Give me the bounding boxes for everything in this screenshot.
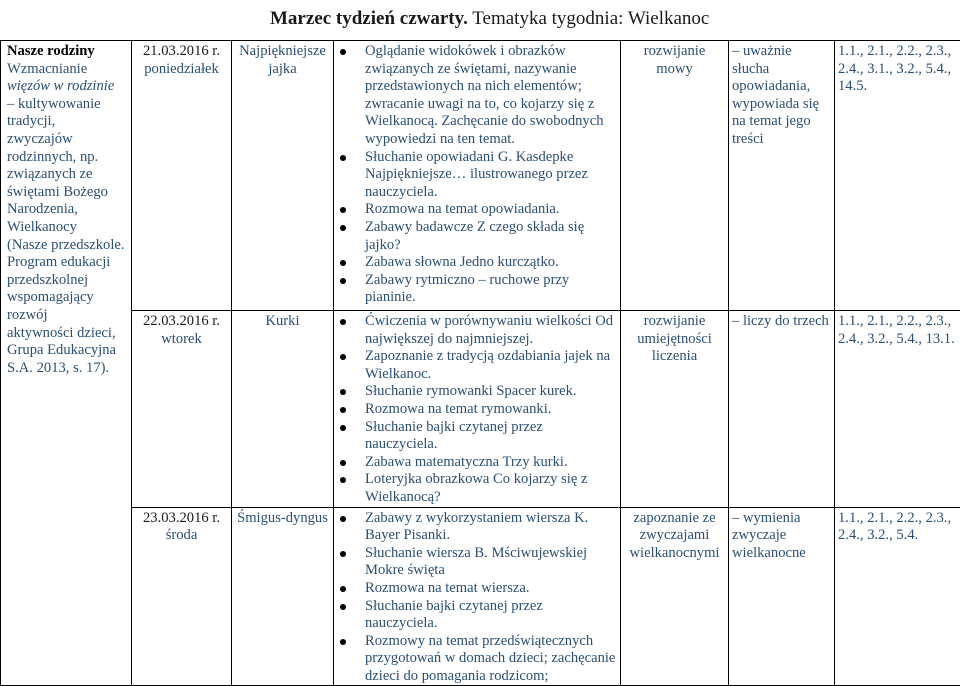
theme-line: wspomagający [7, 289, 128, 307]
activities-cell [334, 507, 621, 686]
activities-cell [334, 311, 621, 508]
table-row-day-1 [1, 41, 960, 311]
date-cell [132, 311, 232, 508]
table-row-day-3 [1, 507, 960, 686]
activity-item: Loteryjka obrazkowa Co kojarzy się z Wielkanocą? [337, 471, 617, 506]
theme-line: tradycji, [7, 113, 128, 131]
activity-item: Zabawa słowna Jedno kurczątko. [337, 254, 617, 272]
activity-item: Zabawy rytmiczno – ruchowe przy pianinie. [337, 272, 617, 307]
activity-item: Oglądanie widokówek i obrazków związanych ze świętami, nazywanie przedstawionych na nich elementów; zwracanie uwagi na to, co kojarzy się z Wielkanocą. Zachęcanie do swobodnych wypowiedzi na ten temat. [337, 43, 617, 149]
activity-item: Rozmowa na temat rymowanki. [337, 401, 617, 419]
goal-specific-cell: – wymienia zwyczaje wielkanocne [729, 507, 835, 686]
goal-general-cell: zapoznanie ze zwyczajami wielkanocnymi [621, 507, 729, 686]
theme-line: – kultywowanie [7, 96, 128, 114]
goal-general-cell: rozwijanie mowy [621, 41, 729, 311]
activity-item: Rozmowa na temat wiersza. [337, 580, 617, 598]
topic-cell: Śmigus-dyngus [232, 507, 334, 686]
theme-line: rodzinnych, np. [7, 149, 128, 167]
theme-line: przedszkolnej [7, 272, 128, 290]
activity-item: Słuchanie rymowanki Spacer kurek. [337, 383, 617, 401]
theme-line: związanych ze [7, 166, 128, 184]
date: 21.03.2016 r. [135, 43, 228, 61]
theme-line: świętami Bożego [7, 184, 128, 202]
activity-item: Zabawa matematyczna Trzy kurki. [337, 454, 617, 472]
theme-line: S.A. 2013, s. 17). [7, 360, 128, 378]
theme-line: Grupa Edukacyjna [7, 342, 128, 360]
activity-item: Słuchanie opowiadani G. Kasdepke Najpiękniejsze… ilustrowanego przez nauczyciela. [337, 149, 617, 202]
weekday: środa [135, 527, 228, 545]
theme-line: (Nasze przedszkole. [7, 237, 128, 255]
activity-item: Zabawy z wykorzystaniem wiersza K. Bayer Pisanki. [337, 510, 617, 545]
theme-line: Narodzenia, [7, 201, 128, 219]
document-title [270, 8, 709, 30]
date: 22.03.2016 r. [135, 313, 228, 331]
theme-line: Wielkanocy [7, 219, 128, 237]
activity-item: Ćwiczenia w porównywaniu wielkości Od największej do najmniejszej. [337, 313, 617, 348]
title-theme: Tematyka tygodnia: Wielkanoc [472, 8, 709, 29]
date: 23.03.2016 r. [135, 510, 228, 528]
weekday: wtorek [135, 331, 228, 349]
activities-cell [334, 41, 621, 311]
theme-cell [1, 41, 132, 686]
weekday: poniedziałek [135, 61, 228, 79]
theme-line: Program edukacji [7, 254, 128, 272]
activity-item: Słuchanie wiersza B. Mściwujewskiej Mokre święta [337, 545, 617, 580]
activity-item: Zabawy badawcze Z czego składa się jajko? [337, 219, 617, 254]
theme-line: rozwój [7, 307, 128, 325]
goal-general-cell: rozwijanie umiejętności liczenia [621, 311, 729, 508]
codes-cell: 1.1., 2.1., 2.2., 2.3., 2.4., 3.2., 5.4., 13.1. [835, 311, 960, 508]
date-cell [132, 507, 232, 686]
table-row-day-2 [1, 311, 960, 508]
activity-item: Rozmowy na temat przedświątecznych przygotowań w domach dzieci; zachęcanie dzieci do pomagania rodzicom; [337, 633, 617, 686]
theme-line: aktywności dzieci, [7, 325, 128, 343]
theme-line: zwyczajów [7, 131, 128, 149]
activity-item: Zapoznanie z tradycją ozdabiania jajek na Wielkanoc. [337, 348, 617, 383]
theme-title: Nasze rodziny [7, 43, 128, 61]
date-cell [132, 41, 232, 311]
codes-cell: 1.1., 2.1., 2.2., 2.3., 2.4., 3.1., 3.2., 5.4., 14.5. [835, 41, 960, 311]
goal-specific-cell: – liczy do trzech [729, 311, 835, 508]
theme-line: więzów w rodzinie [7, 78, 128, 96]
activity-item: Słuchanie bajki czytanej przez nauczyciela. [337, 419, 617, 454]
topic-cell: Najpiękniejsze jajka [232, 41, 334, 311]
codes-cell: 1.1., 2.1., 2.2., 2.3., 2.4., 3.2., 5.4. [835, 507, 960, 686]
weekly-plan-table [0, 40, 960, 686]
topic-cell: Kurki [232, 311, 334, 508]
title-month-week: Marzec tydzień czwarty. [270, 8, 468, 29]
activity-item: Słuchanie bajki czytanej przez nauczyciela. [337, 598, 617, 633]
activity-item: Rozmowa na temat opowiadania. [337, 201, 617, 219]
goal-specific-cell: – uważnie słucha opowiadania, wypowiada się na temat jego treści [729, 41, 835, 311]
theme-line: Wzmacnianie [7, 61, 128, 79]
